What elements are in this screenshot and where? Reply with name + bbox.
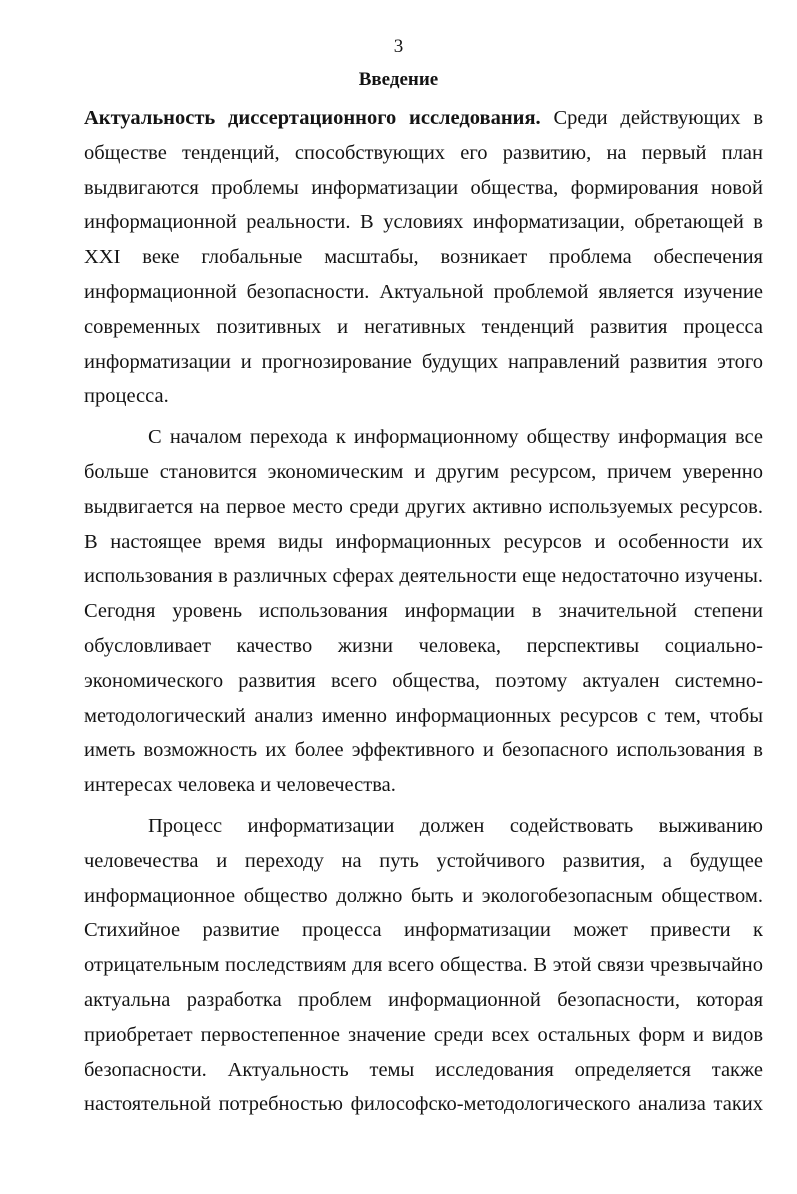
text-line: больше становится экономическим и другим ресурсом, причем уверенно: [84, 460, 763, 483]
text-line: информационное общество должно быть и экологобезопасным обществом.: [84, 884, 763, 907]
text-line: отрицательным последствиям для всего общества. В этой связи чрезвычайно: [84, 954, 763, 977]
text-line: информатизации и прогнозирование будущих направлений развития этого: [84, 350, 763, 373]
text-line: информационной реальности. В условиях информатизации, обретающей в: [84, 211, 763, 234]
text-line: человечества и переходу на путь устойчивого развития, а будущее: [84, 849, 763, 872]
text-line: обществе тенденций, способствующих его развитию, на первый план: [84, 141, 763, 164]
text-line: настоятельной потребностью философско-методологического анализа таких: [84, 1093, 763, 1116]
text-line: XXI веке глобальные масштабы, возникает проблема обеспечения: [84, 246, 763, 269]
text-line: выдвигаются проблемы информатизации общества, формирования новой: [84, 176, 763, 199]
text-line: использования в различных сферах деятельности еще недостаточно изучены.: [84, 565, 763, 588]
text-line: В настоящее время виды информационных ресурсов и особенности их: [84, 530, 763, 553]
text-line: интересах человека и человечества.: [84, 774, 396, 797]
text-line: обусловливает качество жизни человека, перспективы социально-: [84, 634, 763, 657]
paragraph-2: [84, 420, 763, 803]
text-line: методологический анализ именно информационных ресурсов с тем, чтобы: [84, 704, 763, 727]
text-line: экономического развития всего общества, поэтому актуален системно-: [84, 669, 763, 692]
text-line: процесса.: [84, 385, 169, 408]
paragraph-1: [84, 101, 763, 414]
text-line: приобретает первостепенное значение среди всех остальных форм и видов: [84, 1023, 763, 1046]
text-line: Стихийное развитие процесса информатизации может привести к: [84, 919, 763, 942]
page-number: 3: [393, 36, 404, 57]
text-line: актуальна разработка проблем информационной безопасности, которая: [84, 988, 763, 1011]
text-line: информационной безопасности. Актуальной проблемой является изучение: [84, 280, 763, 303]
text-line: безопасности. Актуальность темы исследования определяется также: [84, 1058, 763, 1081]
document-body: [84, 101, 763, 1122]
text-line: Актуальность диссертационного исследования. Среди действующих в: [84, 107, 763, 129]
text-line: выдвигается на первое место среди других активно используемых ресурсов.: [84, 495, 763, 518]
paragraph-3: [84, 809, 763, 1122]
section-heading: Введение: [358, 69, 439, 90]
text-line: иметь возможность их более эффективного и безопасного использования в: [84, 739, 763, 762]
text-line: Процесс информатизации должен содействовать выживанию: [148, 814, 763, 837]
text-line: С началом перехода к информационному обществу информация все: [148, 426, 763, 449]
text-line: Сегодня уровень использования информации в значительной степени: [84, 600, 763, 623]
text-line: современных позитивных и негативных тенденций развития процесса: [84, 315, 763, 338]
bold-lead: Актуальность диссертационного исследования.: [84, 107, 541, 129]
